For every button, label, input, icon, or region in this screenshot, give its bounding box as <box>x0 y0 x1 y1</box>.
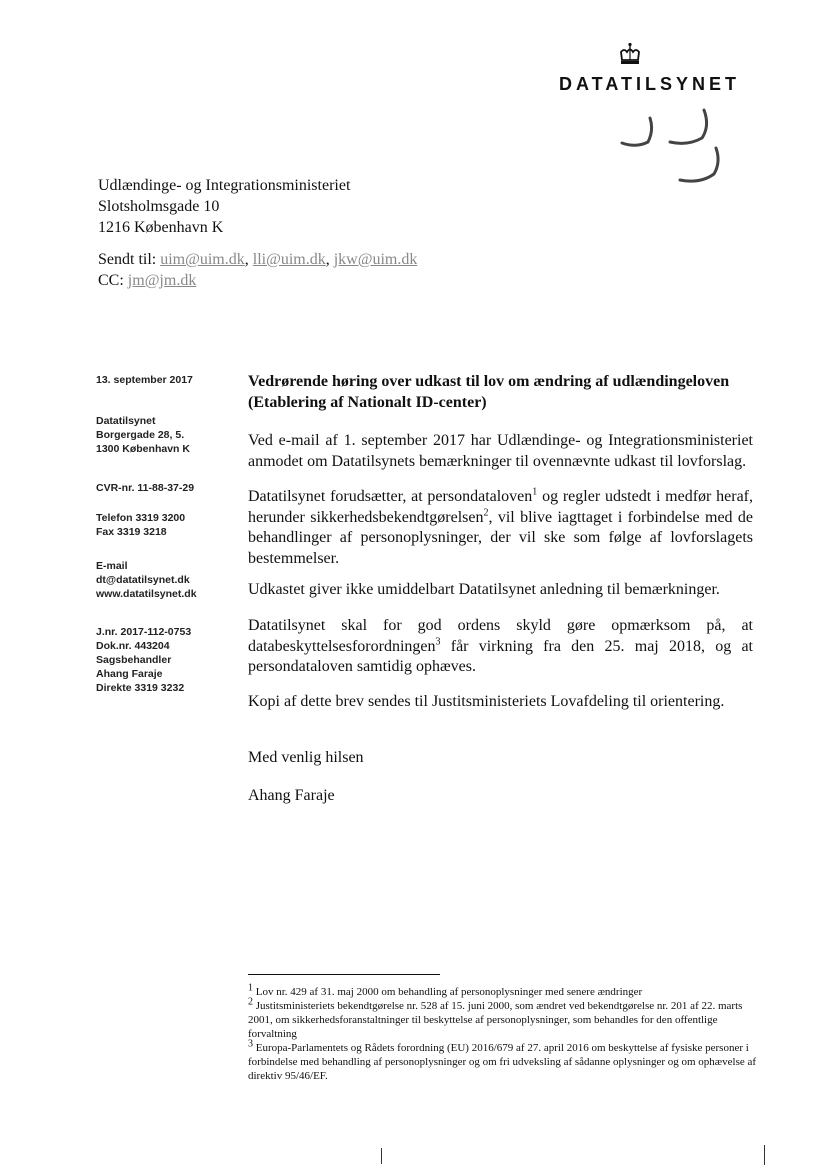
case-handler-label: Sagsbehandler <box>96 654 172 666</box>
cc-email-link[interactable]: jm@jm.dk <box>127 272 197 289</box>
sent-to-label: Sendt til: <box>98 251 161 268</box>
footnote-ref-2: 2 <box>483 507 489 519</box>
email-link[interactable]: jkw@uim.dk <box>333 251 418 268</box>
footnote-ref-1: 1 <box>532 486 538 498</box>
email-link[interactable]: lli@uim.dk <box>252 251 326 268</box>
case-handler-name: Ahang Faraje <box>96 668 163 680</box>
email-label: E-mail <box>96 560 128 572</box>
p2-part-b: og regler udstedt i medfør heraf, herunder sikkerhedsbekendtgørelsen <box>248 488 754 526</box>
body-paragraph-5: Kopi af dette brev sendes til Justitsministeriets Lovafdeling til orientering. <box>248 693 725 710</box>
sender-address <box>96 414 236 456</box>
letterhead-name: DATATILSYNET <box>559 74 740 94</box>
recipient-name: Udlændinge- og Integrationsministeriet <box>98 177 351 194</box>
letter-subject: Vedrørende høring over udkast til lov om ændring af udlændingeloven (Etablering af Nationalt ID-center) <box>248 373 730 411</box>
footnotes <box>248 982 758 1083</box>
recipient-city: 1216 København K <box>98 219 224 236</box>
cc-line <box>98 270 417 291</box>
p2-part-a: Datatilsynet forudsætter, at persondataloven <box>248 488 533 505</box>
p2-part-c: , vil blive iagttaget i forbindelse med de behandlinger af personoplysninger, der vil ske som følge af lovforslagets bestemmelser. <box>248 508 753 567</box>
closing-greeting: Med venlig hilsen <box>248 749 364 766</box>
footnote-separator <box>248 974 440 975</box>
case-info <box>96 625 236 695</box>
scan-mark <box>381 1148 382 1164</box>
cc-label: CC: <box>98 272 128 289</box>
body-paragraph-3: Udkastet giver ikke umiddelbart Datatilsynet anledning til bemærkninger. <box>248 581 720 598</box>
handwritten-initials <box>618 108 728 188</box>
sender-email[interactable]: dt@datatilsynet.dk <box>96 574 190 586</box>
email-link[interactable]: uim@uim.dk <box>160 251 245 268</box>
letter-date: 13. september 2017 <box>96 374 193 386</box>
footnote-3: $^3$ Europa-Parlamentets og Rådets forordning (EU) 2016/679 af 27. april 2016 om beskyttelse af fysiske personer i forbindelse med behandling af personoplysninger og om fri udveksling af sådanne oplysninger og om ophævelse af direktiv 95/46/EF. <box>248 1038 757 1082</box>
body-paragraph-4 <box>248 616 753 678</box>
sender-org: Datatilsynet <box>96 415 156 427</box>
sender-website[interactable]: www.datatilsynet.dk <box>96 588 197 600</box>
recipient-address <box>98 175 350 238</box>
sender-city: 1300 København K <box>96 443 190 455</box>
footnote-1: $^1$ Lov nr. 429 af 31. maj 2000 om behandling af personoplysninger med senere ændringer <box>248 982 643 998</box>
p4-part-b: får virkning fra den 25. maj 2018, og at persondataloven samtidig ophæves. <box>248 637 753 675</box>
journal-number: J.nr. 2017-112-0753 <box>96 626 192 638</box>
footnote-2: $^2$ Justitsministeriets bekendtgørelse nr. 528 af 15. juni 2000, som ændret ved bekendtgørelse nr. 201 af 22. marts 2001, om sikkerhedsforanstaltninger til beskyttelse af personoplysninger, som behandles for den offentlige forvaltning <box>248 996 743 1040</box>
signature-name: Ahang Faraje <box>248 787 335 804</box>
sent-to-line: Sendt til: uim@uim.dk, lli@uim.dk, jkw@uim.dk <box>98 251 418 268</box>
body-paragraph-1: Ved e-mail af 1. september 2017 har Udlændinge- og Integrationsministeriet anmodet om Datatilsynets bemærkninger til ovennævnte udkast til lovforslag. <box>248 432 753 470</box>
recipient-street: Slotsholmsgade 10 <box>98 198 220 215</box>
p4-part-a: Datatilsynet skal for god ordens skyld gøre opmærksom på, at databeskyttelsesforordningen <box>248 617 753 655</box>
document-number: Dok.nr. 443204 <box>96 640 170 652</box>
letterhead-logo <box>520 42 740 94</box>
body-paragraph-2 <box>248 487 753 569</box>
direct-phone: Direkte 3319 3232 <box>96 682 185 694</box>
contact-online <box>96 559 236 601</box>
phone-number: Telefon 3319 3200 <box>96 512 186 524</box>
footnote-ref-3: 3 <box>435 636 441 648</box>
sender-street: Borgergade 28, 5. <box>96 429 185 441</box>
contact-phone <box>96 511 236 539</box>
cvr-number: CVR-nr. 11-88-37-29 <box>96 482 195 494</box>
sent-info <box>98 249 417 291</box>
fax-number: Fax 3319 3218 <box>96 526 167 538</box>
crown-icon <box>617 42 643 68</box>
scan-mark <box>764 1145 765 1165</box>
